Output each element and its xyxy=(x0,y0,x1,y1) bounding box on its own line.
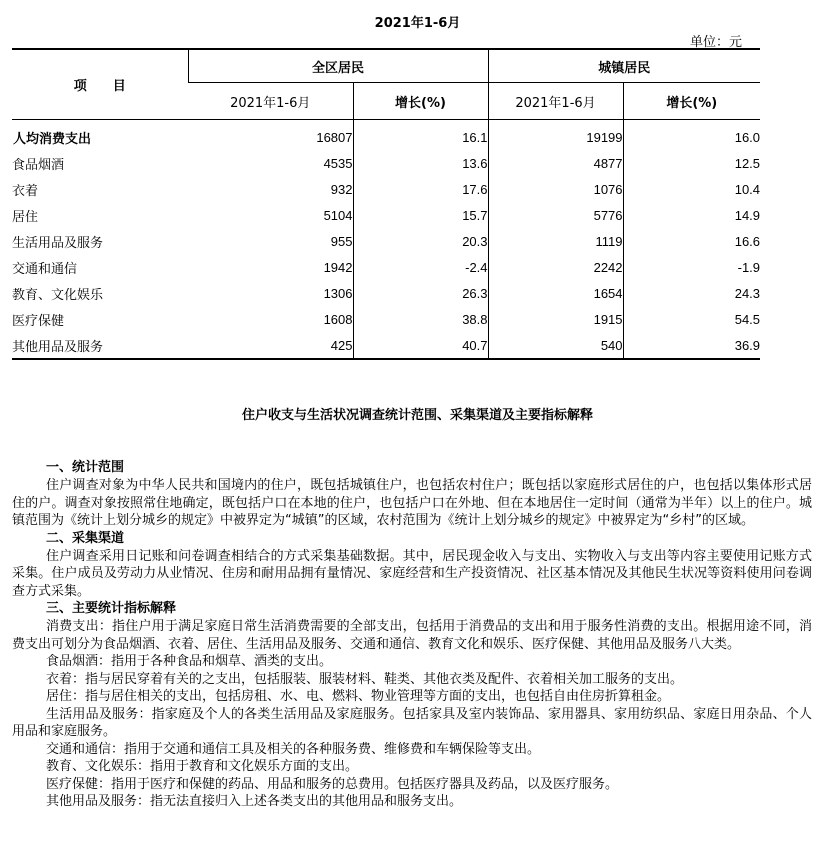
row-label: 居住 xyxy=(12,209,39,225)
value-all: 1306 xyxy=(323,285,353,301)
table-row xyxy=(12,150,760,176)
growth-all: 26.3 xyxy=(353,280,488,306)
growth-urban: 24.3 xyxy=(623,280,760,306)
row-label: 教育、文化娱乐 xyxy=(12,287,104,303)
value-all: 4535 xyxy=(323,155,353,171)
value-all: 5104 xyxy=(323,207,353,223)
section-heading-scope: 一、统计范围 xyxy=(46,460,125,475)
growth-all: 40.7 xyxy=(353,332,488,359)
row-label: 交通和通信 xyxy=(12,261,78,277)
consumption-table xyxy=(12,48,760,360)
transport-definition: 交通和通信：指用于交通和通信工具及相关的各种服务费、维修费和车辆保险等支出。 xyxy=(46,741,541,757)
growth-urban: 14.9 xyxy=(623,202,760,228)
group-header-all: 全区居民 xyxy=(188,49,488,83)
row-label: 其他用品及服务 xyxy=(12,332,188,359)
household-goods-definition: 生活用品及服务：指家庭及个人的各类生活用品及家庭服务。包括家具及室内装饰品、家用器具、家用纺织品、家庭日用杂品、个人用品和家庭服务。 xyxy=(12,706,812,739)
value-urban: 540 xyxy=(488,332,623,359)
growth-all: 38.8 xyxy=(353,306,488,332)
scope-paragraph: 住户调查对象为中华人民共和国境内的住户，既包括城镇住户，也包括农村住户；既包括以家庭形式居住的户，也包括以集体形式居住的户。调查对象按照常住地确定，既包括户口在本地的住户，也包括户口在外地、但在本地居住一定时间（通常为半年）以上的住户。城镇范围为《统计上划分城乡的规定》中被界定为“城镇”的区域，农村范围为《统计上划分城乡的规定》中被界定为“乡村”的区域。 xyxy=(12,478,812,528)
row-label: 医疗保健 xyxy=(12,313,65,329)
medical-definition: 医疗保健：指用于医疗和保健的药品、用品和服务的总费用。包括医疗器具及药品，以及医疗服务。 xyxy=(46,776,619,792)
growth-all: 13.6 xyxy=(353,150,488,176)
housing-definition: 居住：指与居住相关的支出，包括房租、水、电、燃料、物业管理等方面的支出，也包括自由住房折算租金。 xyxy=(46,689,671,704)
notes-body xyxy=(12,459,812,811)
row-label: 衣着 xyxy=(12,183,39,199)
value-urban: 1119 xyxy=(488,228,623,254)
value-urban: 1654 xyxy=(488,280,623,306)
col-header-growth-urban: 增长(%) xyxy=(623,83,760,120)
table-row xyxy=(12,254,760,280)
value-urban: 1076 xyxy=(488,176,623,202)
growth-urban: 16.0 xyxy=(623,120,760,151)
value-urban: 5776 xyxy=(488,202,623,228)
row-label: 食品烟酒 xyxy=(12,157,65,173)
row-label: 人均消费支出 xyxy=(13,131,92,147)
notes-title: 住户收支与生活状况调查统计范围、采集渠道及主要指标解释 xyxy=(241,408,593,423)
value-urban: 1915 xyxy=(488,306,623,332)
growth-urban: 54.5 xyxy=(623,306,760,332)
section-heading-collection: 二、采集渠道 xyxy=(46,530,125,546)
table-row xyxy=(12,202,760,228)
value-all: 955 xyxy=(330,233,353,249)
value-urban: 2242 xyxy=(488,254,623,280)
growth-all: 15.7 xyxy=(353,202,488,228)
growth-urban: -1.9 xyxy=(623,254,760,280)
growth-all: 17.6 xyxy=(353,176,488,202)
col-header-period-all: 2021年1-6月 xyxy=(188,83,353,120)
value-all: 16807 xyxy=(316,129,353,145)
unit-label: 单位：元 xyxy=(690,35,743,50)
value-all: 425 xyxy=(188,332,353,359)
education-definition: 教育、文化娱乐：指用于教育和文化娱乐方面的支出。 xyxy=(46,759,359,774)
value-urban: 4877 xyxy=(488,150,623,176)
value-all: 1942 xyxy=(323,259,353,275)
page-title: 2021年1-6月 xyxy=(374,16,461,31)
item-header: 项 目 xyxy=(12,49,188,120)
table-row xyxy=(12,280,760,306)
value-urban: 19199 xyxy=(488,120,623,151)
consumption-definition: 消费支出：指住户用于满足家庭日常生活消费需要的全部支出，包括用于消费品的支出和用于服务性消费的支出。根据用途不同，消费支出可划分为食品烟酒、衣着、居住、生活用品及服务、交通和通信、教育文化和娱乐、医疗保健、其他用品及服务八大类。 xyxy=(12,619,812,652)
growth-all: 20.3 xyxy=(353,228,488,254)
clothing-definition: 衣着：指与居民穿着有关的之支出，包括服装、服装材料、鞋类、其他衣类及配件、衣着相关加工服务的支出。 xyxy=(46,671,684,687)
section-heading-indicators: 三、主要统计指标解释 xyxy=(46,601,177,616)
growth-urban: 36.9 xyxy=(623,332,760,359)
food-definition: 食品烟酒：指用于各种食品和烟草、酒类的支出。 xyxy=(46,654,333,669)
value-all: 932 xyxy=(330,181,353,197)
table-row xyxy=(12,176,760,202)
table-row xyxy=(12,228,760,254)
growth-urban: 12.5 xyxy=(623,150,760,176)
group-header-urban: 城镇居民 xyxy=(488,49,760,83)
growth-urban: 16.6 xyxy=(623,228,760,254)
other-definition: 其他用品及服务：指无法直接归入上述各类支出的其他用品和服务支出。 xyxy=(46,794,463,809)
growth-urban: 10.4 xyxy=(623,176,760,202)
row-label: 生活用品及服务 xyxy=(12,235,104,251)
table-row xyxy=(12,120,760,151)
col-header-period-urban: 2021年1-6月 xyxy=(488,83,623,120)
table-row xyxy=(12,332,760,359)
growth-all: -2.4 xyxy=(353,254,488,280)
col-header-growth-all: 增长(%) xyxy=(353,83,488,120)
collection-paragraph: 住户调查采用日记账和问卷调查相结合的方式采集基础数据。其中，居民现金收入与支出、实物收入与支出等内容主要使用记账方式采集。住户成员及劳动力从业情况、住房和耐用品拥有量情况、家庭经营和生产投资情况、社区基本情况及其他民生状况等资料使用问卷调查方式采集。 xyxy=(12,548,812,599)
value-all: 1608 xyxy=(323,311,353,327)
growth-all: 16.1 xyxy=(353,120,488,151)
table-row xyxy=(12,306,760,332)
